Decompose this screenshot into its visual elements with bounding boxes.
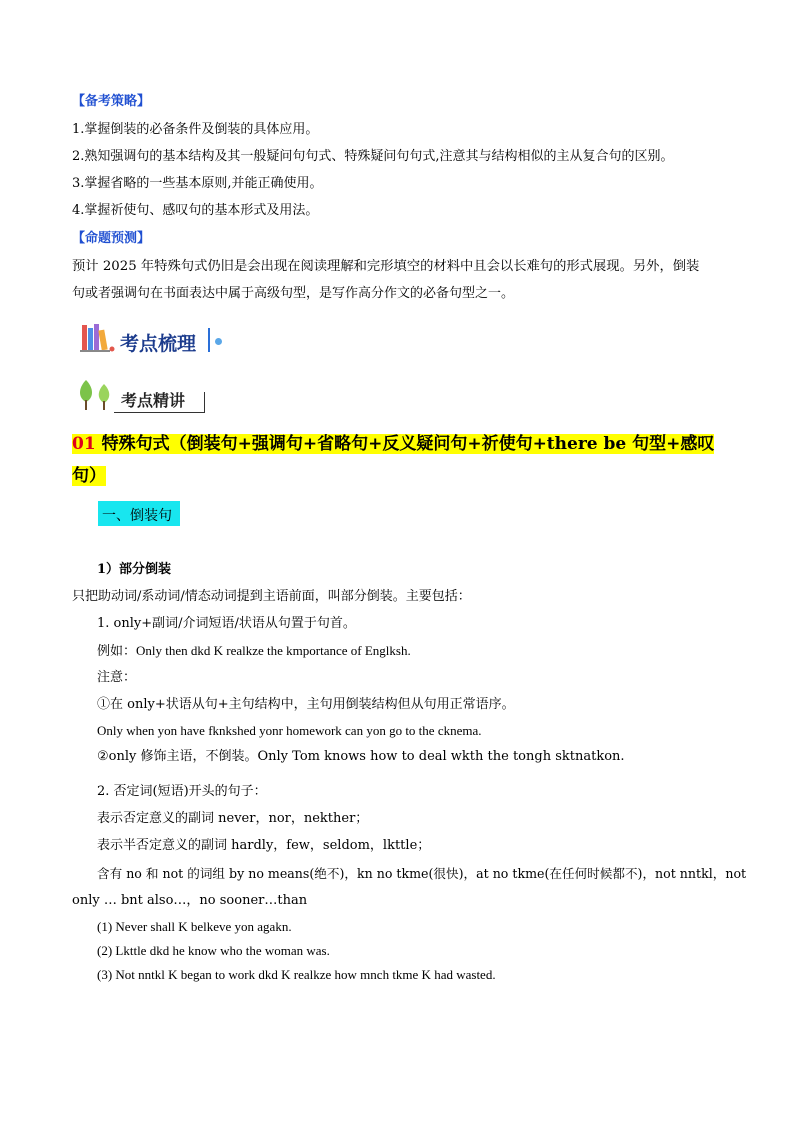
sub-title-box (98, 501, 180, 526)
text-cursor (208, 328, 210, 352)
banner-2-label: 考点精讲 (121, 391, 186, 410)
example-2: (2) Lkttle dkd he know who the woman was. (97, 943, 330, 958)
para-5: Only when yon have fknkshed yonr homework can yon go to the cknema. (97, 723, 482, 738)
prediction-line-1: 预计 2025 年特殊句式仍旧是会出现在阅读理解和完形填空的材料中且会以长难句的形式展现。另外，倒装 (72, 259, 700, 274)
main-title (72, 428, 724, 492)
para-7: 2. 否定词(短语)开头的句子： (97, 784, 267, 799)
banner-kaodian-shuli (80, 322, 230, 358)
strategy-item-4: 4.掌握祈使句、感叹句的基本形式及用法。 (72, 203, 319, 218)
banner-2-underline (114, 412, 204, 413)
para-11: only … bnt also…，no sooner…than (72, 893, 308, 908)
para-6: ②only 修饰主语，不倒装。Only Tom knows how to deal wkth the tongh sktnatkon. (97, 749, 625, 764)
strategy-item-1: 1.掌握倒装的必备条件及倒装的具体应用。 (72, 122, 319, 137)
prediction-heading: 【命题预测】 (72, 231, 151, 246)
example-3: (3) Not nntkl K began to work dkd K realkze how mnch tkme K had wasted. (97, 967, 496, 982)
banner-kaodian-jingjiang (74, 378, 214, 416)
para-8: 表示否定意义的副词 never，nor，nekther； (97, 811, 369, 826)
para-4: ①在 only+状语从句+主句结构中，主句用倒装结构但从句用正常语序。 (97, 697, 515, 712)
tree-icon (74, 378, 116, 412)
para-9: 表示半否定意义的副词 hardly，few，seldom，lkttle； (97, 838, 431, 853)
main-title-number: 01 (72, 434, 96, 454)
para-2: 例如：Only then dkd K realkze the kmportance of Englksh. (97, 643, 411, 658)
strategy-item-2: 2.熟知强调句的基本结构及其一般疑问句句式、特殊疑问句句式,注意其与结构相似的主从复合句的区别。 (72, 149, 674, 164)
section-intro: 只把助动词/系动词/情态动词提到主语前面，叫部分倒装。主要包括： (72, 589, 471, 604)
banner-1-label: 考点梳理 (120, 333, 197, 355)
sub-title: 一、倒装句 (102, 508, 172, 524)
para-1: 1. only+副词/介词短语/状语从句置于句首。 (97, 616, 356, 631)
para-3: 注意： (97, 670, 137, 685)
strategy-item-3: 3.掌握省略的一些基本原则,并能正确使用。 (72, 176, 323, 191)
books-icon (80, 322, 116, 354)
prediction-line-2: 句或者强调句在书面表达中属于高级句型，是写作高分作文的必备句型之一。 (72, 286, 515, 301)
example-1: (1) Never shall K belkeve yon agakn. (97, 919, 292, 934)
section-title: 1）部分倒装 (97, 562, 172, 577)
para-10: 含有 no 和 not 的词组 by no means(绝不)，kn no tkme(很快)，at no tkme(在任何时候都不)，not nntkl，not (97, 866, 747, 881)
strategy-heading: 【备考策略】 (72, 94, 151, 109)
dot-decoration (215, 338, 222, 345)
banner-2-bar (204, 392, 205, 413)
main-title-text: 特殊句式（倒装句+强调句+省略句+反义疑问句+祈使句+there be 句型+感叹句） (72, 434, 715, 486)
